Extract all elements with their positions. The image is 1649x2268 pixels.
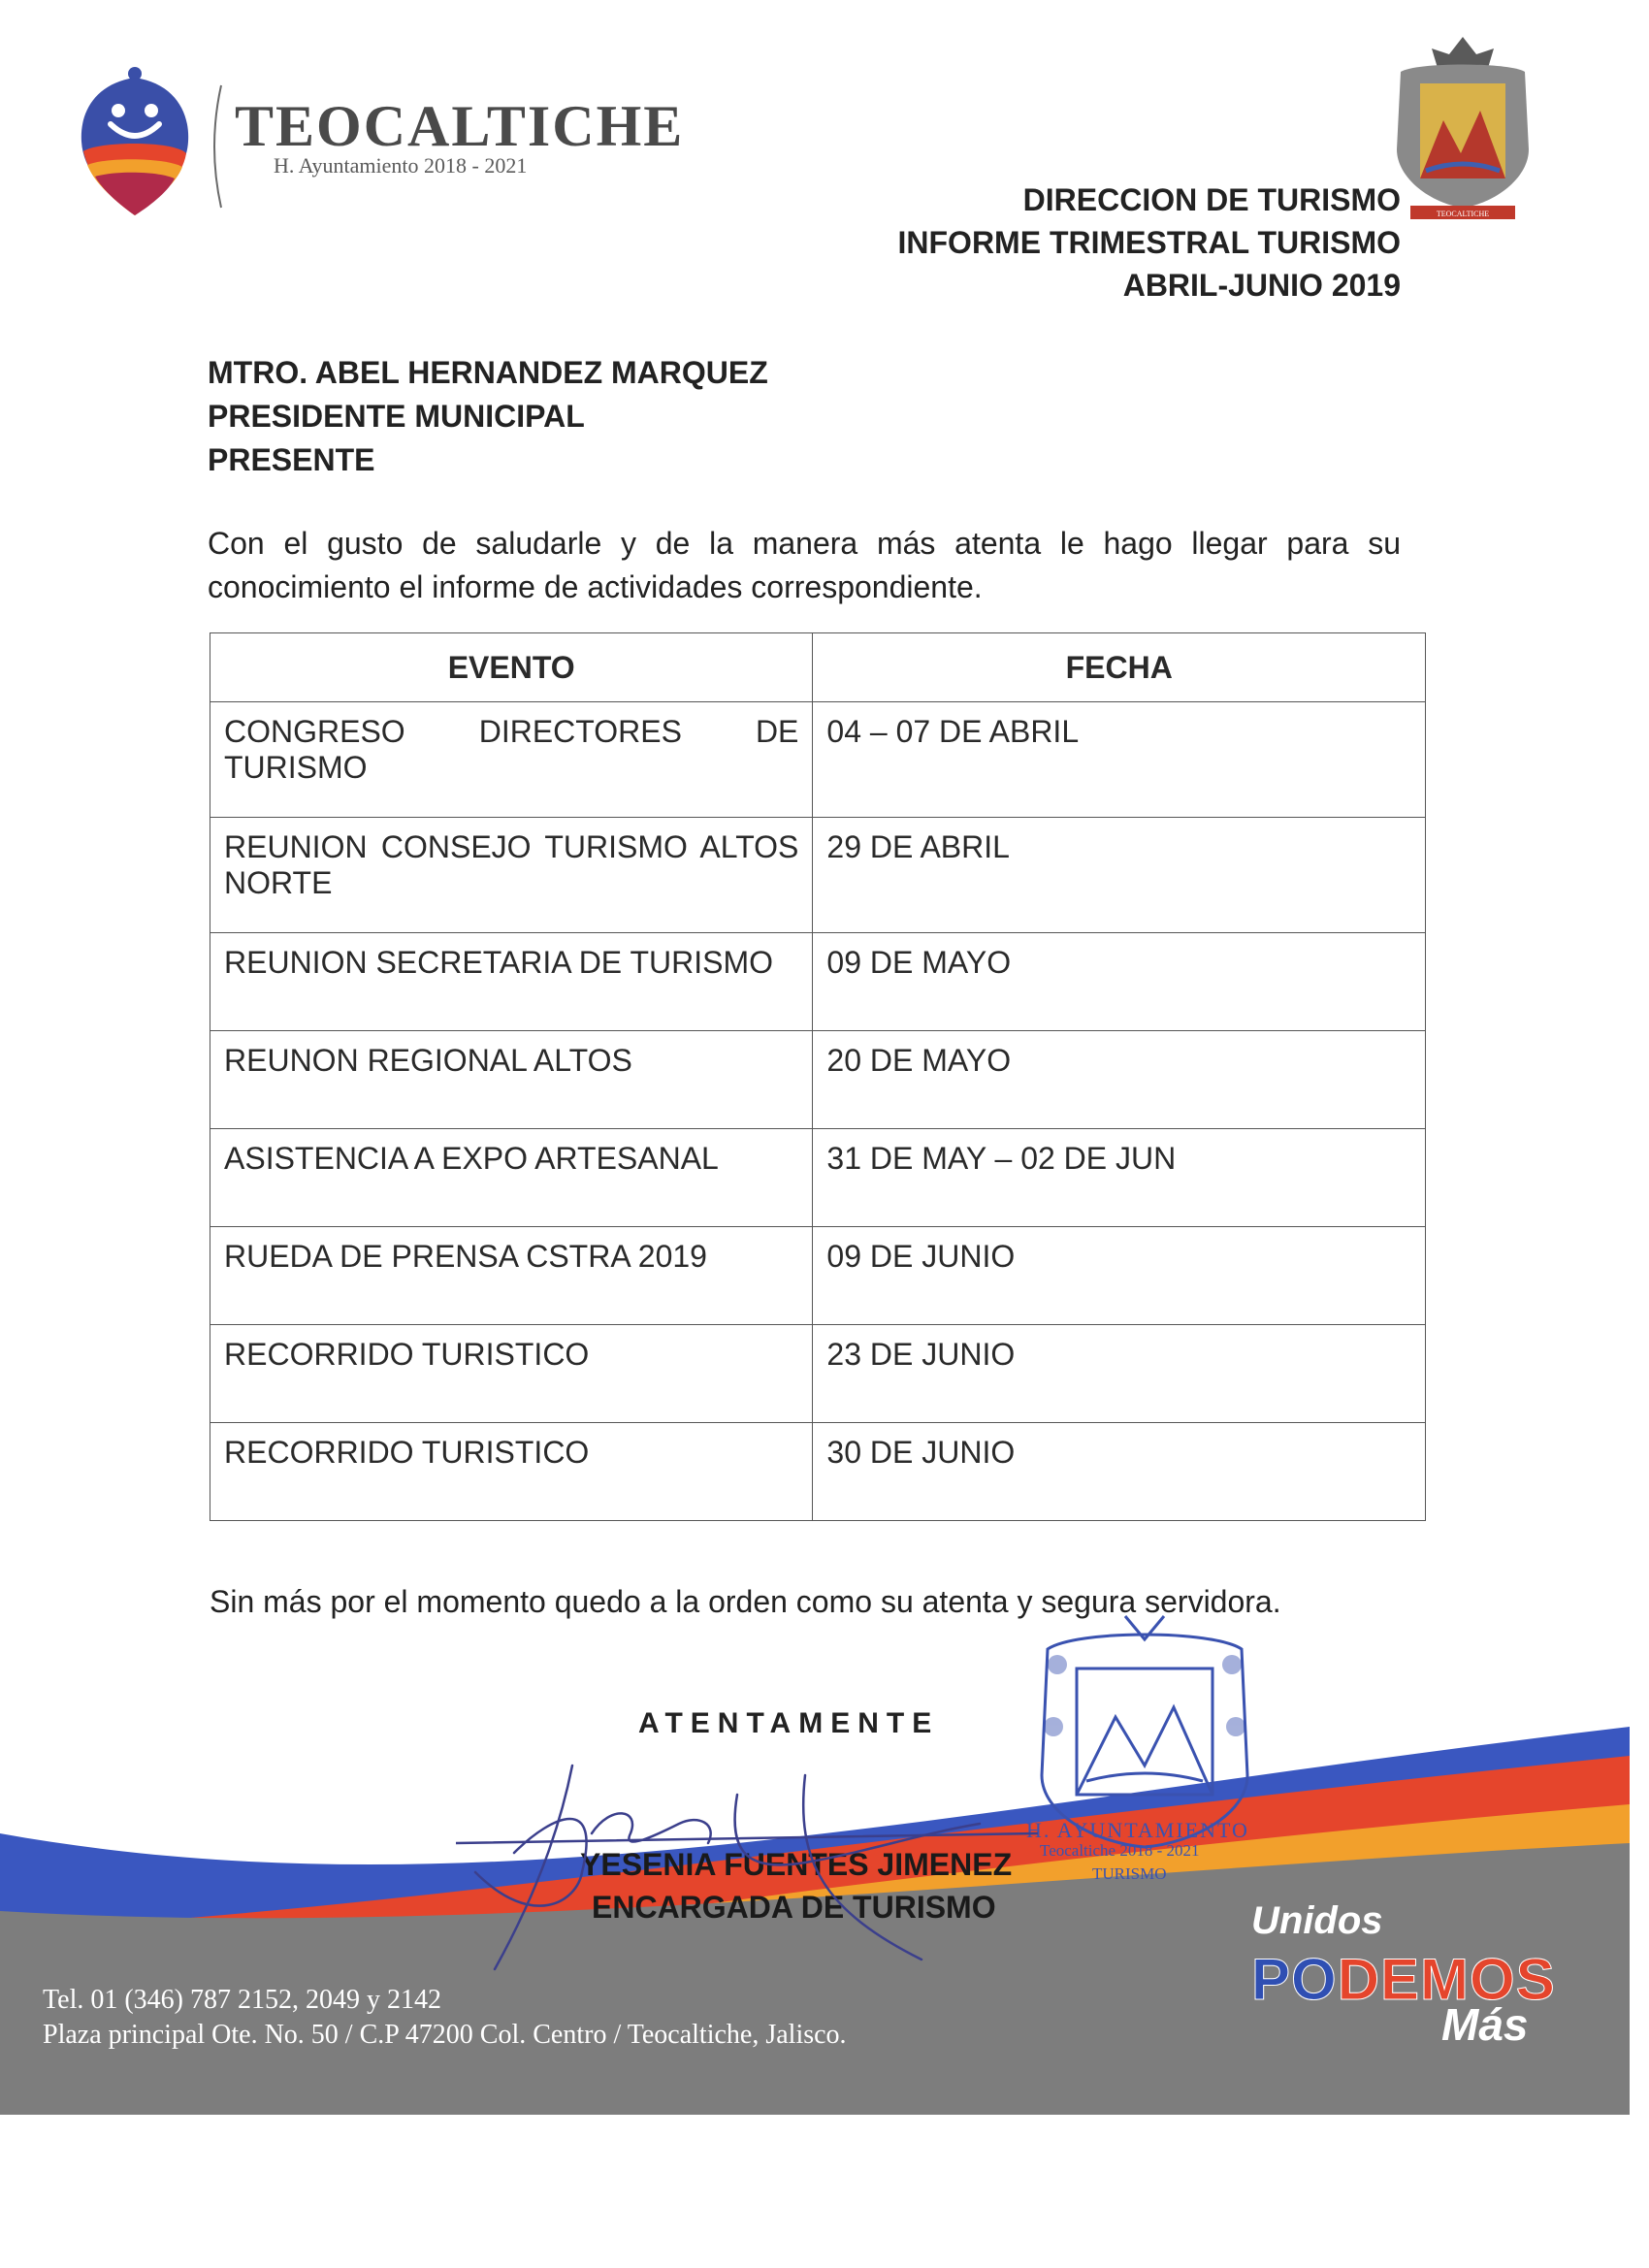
document-department: DIRECCION DE TURISMO xyxy=(1022,182,1401,217)
table-row xyxy=(210,933,1426,1031)
document-period: ABRIL-JUNIO 2019 xyxy=(1122,268,1401,303)
handwritten-signature xyxy=(456,1736,1038,1979)
evento-cell: RUEDA DE PRENSA CSTRA 2019 xyxy=(210,1227,813,1325)
fecha-cell: 20 DE MAYO xyxy=(813,1031,1426,1129)
logo-divider xyxy=(206,83,225,210)
evento-cell: RECORRIDO TURISTICO xyxy=(210,1325,813,1423)
slogan-unidos: Unidos xyxy=(1251,1899,1383,1942)
table-row xyxy=(210,1031,1426,1129)
evento-cell: CONGRESO DIRECTORES DE TURISMO xyxy=(210,702,813,818)
atentamente-label: ATENTAMENTE xyxy=(638,1707,940,1739)
table-row xyxy=(210,1129,1426,1227)
table-row xyxy=(210,1227,1426,1325)
events-table xyxy=(210,632,1426,1521)
teocaltiche-logo-icon xyxy=(76,64,194,217)
logo-title: TEOCALTICHE xyxy=(235,94,685,158)
signature-handwriting: Yesenia xyxy=(534,1872,537,1873)
evento-cell: REUNION CONSEJO TURISMO ALTOS NORTE xyxy=(210,818,813,933)
closing-sentence: Sin más por el momento quedo a la orden como su atenta y segura servidora. xyxy=(210,1584,1281,1619)
logo-subtitle: H. Ayuntamiento 2018 - 2021 xyxy=(274,153,528,178)
intro-paragraph: Con el gusto de saludarle y de la manera más atenta le hago llegar para su conocimiento el informe de actividades correspondiente. xyxy=(208,526,1401,604)
table-row xyxy=(210,1423,1426,1521)
footer-phone: Tel. 01 (346) 787 2152, 2049 y 2142 xyxy=(43,1985,442,2015)
addressee-presente: PRESENTE xyxy=(208,442,375,477)
document-title: INFORME TRIMESTRAL TURISMO xyxy=(897,225,1401,260)
slogan-podemos-part2: DEMOS xyxy=(1337,1947,1556,2012)
stamp-line3: TURISMO xyxy=(1092,1864,1167,1883)
fecha-cell: 23 DE JUNIO xyxy=(813,1325,1426,1423)
table-row xyxy=(210,818,1426,933)
signer-role: ENCARGADA DE TURISMO xyxy=(592,1890,996,1925)
fecha-cell: 09 DE JUNIO xyxy=(813,1227,1426,1325)
table-row xyxy=(210,1325,1426,1423)
table-row xyxy=(210,702,1426,818)
column-header-evento: EVENTO xyxy=(210,633,813,702)
evento-cell: REUNON REGIONAL ALTOS xyxy=(210,1031,813,1129)
slogan-podemos-part1: PO xyxy=(1251,1947,1338,2012)
crest-label: TEOCALTICHE xyxy=(1436,210,1490,218)
signer-name: YESENIA FUENTES JIMENEZ xyxy=(580,1847,1013,1882)
fecha-cell: 31 DE MAY – 02 DE JUN xyxy=(813,1129,1426,1227)
addressee-name: MTRO. ABEL HERNANDEZ MARQUEZ xyxy=(208,355,768,390)
fecha-cell: 30 DE JUNIO xyxy=(813,1423,1426,1521)
slogan-mas: Más xyxy=(1441,1999,1529,2050)
evento-cell: ASISTENCIA A EXPO ARTESANAL xyxy=(210,1129,813,1227)
footer-address: Plaza principal Ote. No. 50 / C.P 47200 Col. Centro / Teocaltiche, Jalisco. xyxy=(43,2020,847,2050)
coat-of-arms-icon xyxy=(1387,33,1538,223)
addressee-position: PRESIDENTE MUNICIPAL xyxy=(208,399,585,434)
stamp-line1: H. AYUNTAMIENTO xyxy=(1026,1818,1249,1842)
evento-cell: REUNION SECRETARIA DE TURISMO xyxy=(210,933,813,1031)
fecha-cell: 09 DE MAYO xyxy=(813,933,1426,1031)
fecha-cell: 04 – 07 DE ABRIL xyxy=(813,702,1426,818)
stamp-line2: Teocaltiche 2018 - 2021 xyxy=(1040,1841,1200,1860)
column-header-fecha: FECHA xyxy=(813,633,1426,702)
evento-cell: RECORRIDO TURISTICO xyxy=(210,1423,813,1521)
fecha-cell: 29 DE ABRIL xyxy=(813,818,1426,933)
